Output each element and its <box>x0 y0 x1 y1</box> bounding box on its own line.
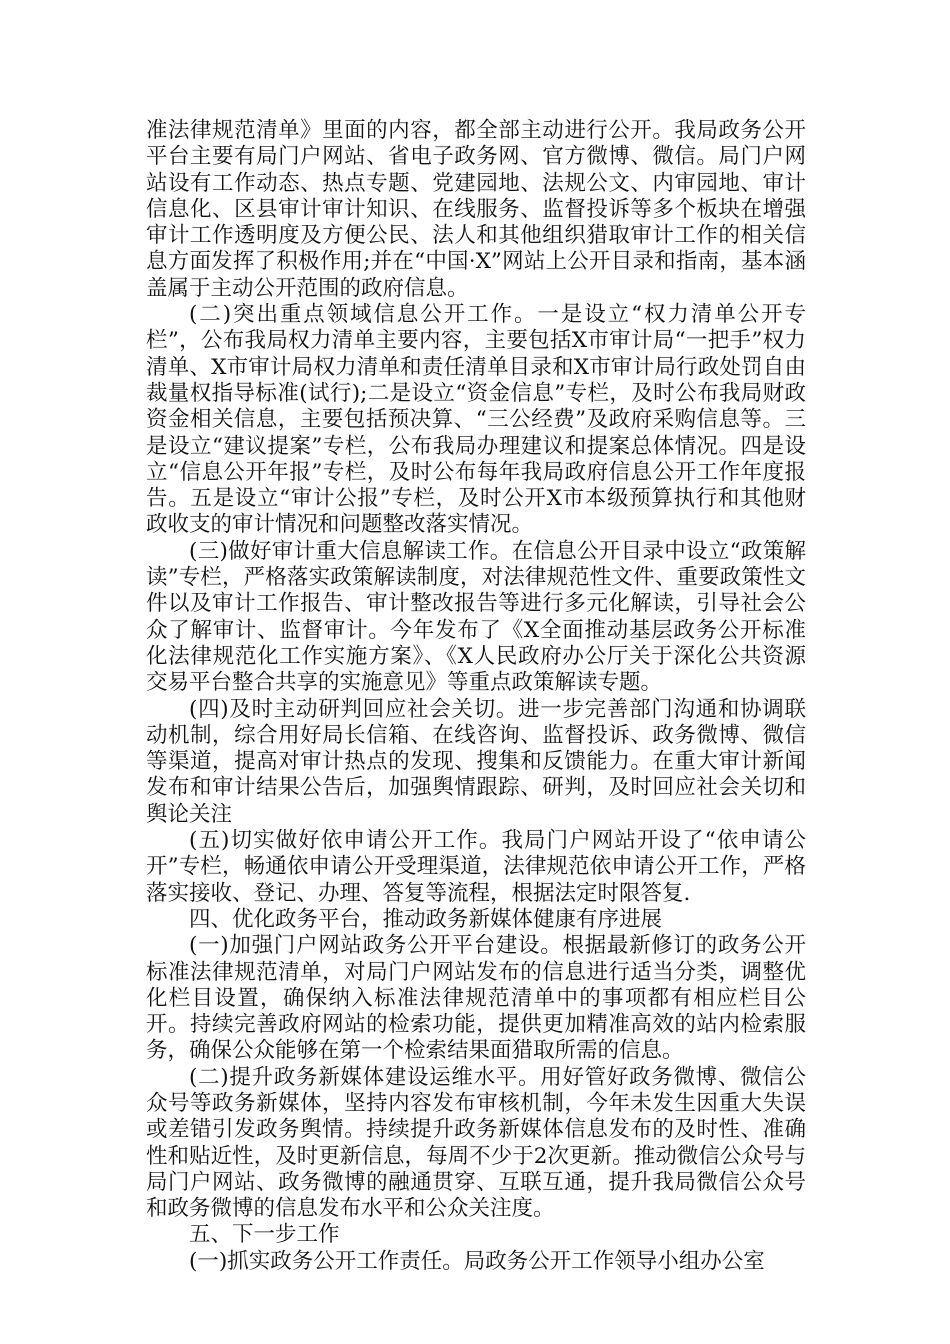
paragraph-policy-interpretation: (三)做好审计重大信息解读工作。在信息公开目录中设立“政策解读”专栏，严格落实政策解读制度，对法律规范性文件、重要政策性文件以及审计工作报告、审计整改报告等进行多元化解读，引导社会公众了解审计、监督审计。今年发布了《X全面推动基层政务公开标准化法律规范化工作实施方案》、《X人民政府办公厅关于深化公共资源交易平台整合共享的实施意见》等重点政策解读专题。 <box>146 538 806 696</box>
paragraph-public-concerns: (四)及时主动研判回应社会关切。进一步完善部门沟通和协调联动机制，综合用好局长信箱、在线咨询、监督投诉、政务微博、微信等渠道，提高对审计热点的发现、搜集和反馈能力。在重大审计新闻发布和审计结果公告后，加强舆情跟踪、研判，及时回应社会关切和舆论关注 <box>146 696 806 827</box>
section-heading-four: 四、优化政务平台，推动政务新媒体健康有序进展 <box>189 906 663 932</box>
paragraph-continuation: 准法律规范清单》里面的内容，都全部主动进行公开。我局政务公开平台主要有局门户网站、省电子政务网、官方微博、微信。局门户网站设有工作动态、热点专题、党建园地、法规公文、内审园地、审计信息化、区县审计审计知识、在线服务、监督投诉等多个板块在增强审计工作透明度及方便公民、法人和其他组织猎取审计工作的相关信息方面发挥了积极作用;并在“中国·X”网站上公开目录和指南，基本涵盖属于主动公开范围的政府信息。 <box>146 118 806 301</box>
document-body <box>146 118 806 1275</box>
paragraph-portal-platform: (一)加强门户网站政务公开平台建设。根据最新修订的政务公开标准法律规范清单，对局门户网站发布的信息进行适当分类，调整优化栏目设置，确保纳入标准法律规范清单中的事项都有相应栏目公开。持续完善政府网站的检索功能，提供更加精准高效的站内检索服务，确保公众能够在第一个检索结果面猎取所需的信息。 <box>146 933 806 1064</box>
paragraph-disclosure-on-request: (五)切实做好依申请公开工作。我局门户网站开设了“依申请公开”专栏，畅通依申请公开受理渠道，法律规范依申请公开工作，严格落实接收、登记、办理、答复等流程，根据法定时限答复. <box>146 828 806 906</box>
paragraph-new-media: (二)提升政务新媒体建设运维水平。用好管好政务微博、微信公众号等政务新媒体，坚持内容发布审核机制，今年未发生因重大失误或差错引发政务舆情。持续提升政务新媒体信息发布的及时性、准确性和贴近性，及时更新信息，每周不少于2次更新。推动微信公众号与局门户网站、政务微博的融通贯穿、互联互通，提升我局微信公众号和政务微博的信息发布水平和公众关注度。 <box>146 1064 806 1222</box>
section-heading-five: 五、下一步工作 <box>189 1222 340 1248</box>
paragraph-key-areas-disclosure: (二)突出重点领域信息公开工作。一是设立“权力清单公开专栏”，公布我局权力清单主要内容，主要包括X市审计局“一把手”权力清单、X市审计局权力清单和责任清单目录和X市审计局行政处罚自由裁量权指导标准(试行);二是设立“资金信息”专栏，及时公布我局财政资金相关信息，主要包括预决算、“三公经费”及政府采购信息等。三是设立“建议提案”专栏，公布我局办理建议和提案总体情况。四是设立“信息公开年报”专栏，及时公布每年我局政府信息公开工作年度报告。五是设立“审计公报”专栏，及时公开X市本级预算执行和其他财政收支的审计情况和问题整改落实情况。 <box>146 302 806 538</box>
paragraph-responsibility: (一)抓实政务公开工作责任。局政务公开工作领导小组办公室 <box>189 1248 765 1274</box>
